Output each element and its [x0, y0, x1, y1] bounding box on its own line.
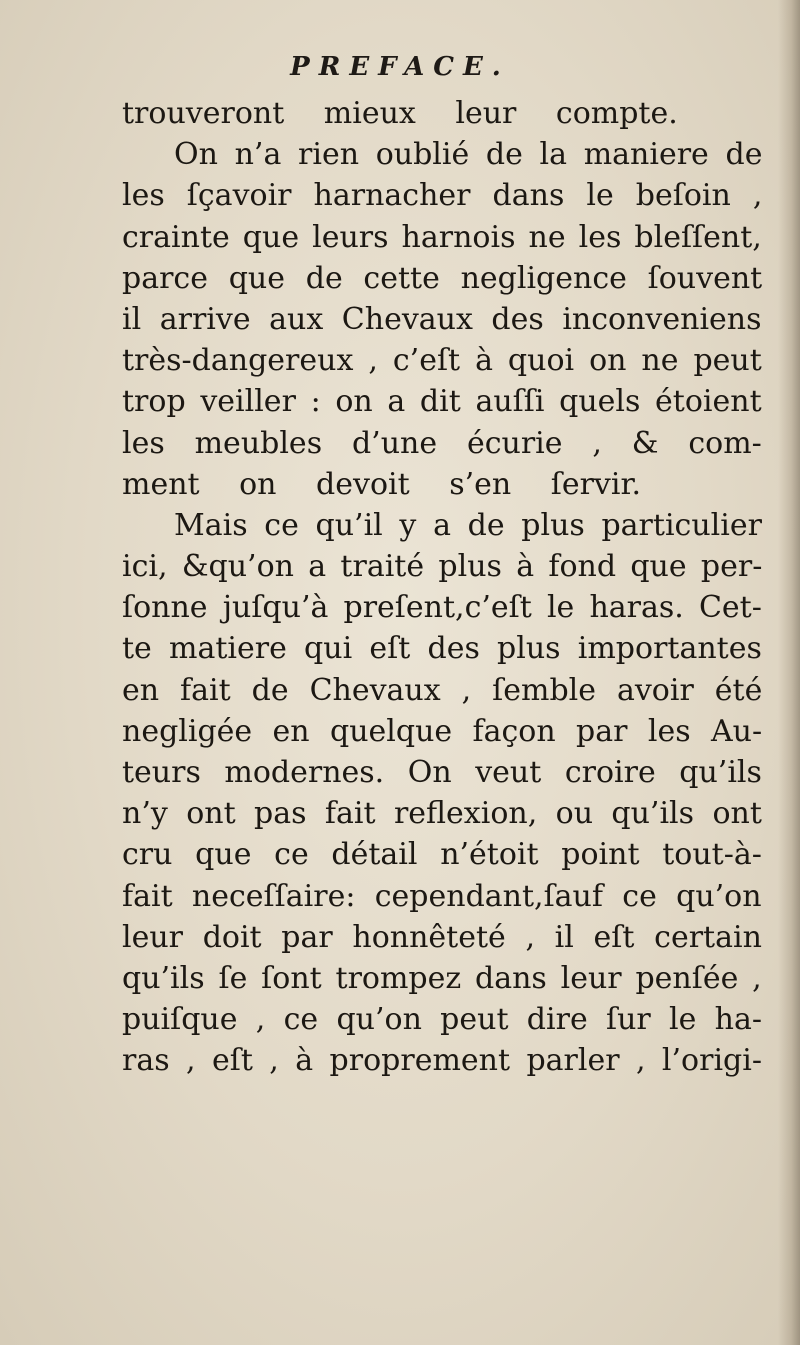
- text-line: crainte que leurs harnois ne les bleſſent,: [122, 219, 762, 255]
- text-line: cru que ce détail n’étoit point tout-à-: [122, 837, 762, 873]
- text-line: puiſque , ce qu’on peut dire ſur le ha-: [122, 1002, 763, 1038]
- text-line: en fait de Chevaux , ſemble avoir été: [122, 672, 763, 708]
- text-line: parce que de cette negligence ſouvent: [122, 260, 763, 296]
- text-line: très-dangereux , c’eſt à quoi on ne peut: [122, 343, 762, 379]
- text-line: trop veiller : on a dit auſſi quels étoient: [122, 384, 762, 420]
- text-line: On n’a rien oublié de la maniere de: [174, 137, 763, 173]
- body-text: [122, 93, 772, 1082]
- text-line: les meubles d’une écurie , & com-: [122, 425, 762, 461]
- text-line: teurs modernes. On veut croire qu’ils: [122, 755, 762, 790]
- text-line: ment on devoit s’en ſervir.: [122, 466, 642, 502]
- running-head: PREFACE.: [290, 52, 510, 82]
- text-line: ras , eſt , à proprement parler , l’origi-: [122, 1043, 762, 1079]
- text-line: les ſçavoir harnacher dans le beſoin ,: [122, 178, 763, 214]
- text-line: negligée en quelque façon par les Au-: [122, 713, 763, 749]
- text-line: n’y ont pas fait reflexion, ou qu’ils ont: [122, 796, 762, 832]
- text-line: leur doit par honnêteté , il eſt certain: [122, 919, 762, 955]
- text-line: il arrive aux Chevaux des inconveniens: [122, 301, 762, 337]
- text-line: te matiere qui eſt des plus importantes: [122, 631, 762, 667]
- text-line: Mais ce qu’il y a de plus particulier: [174, 507, 762, 543]
- text-line: qu’ils ſe ſont trompez dans leur penſée ,: [122, 960, 762, 996]
- text-line: fait neceſſaire: cependant,ſauf ce qu’on: [122, 878, 762, 914]
- text-line: ſonne juſqu’à preſent,c’eſt le haras. Cet-: [122, 590, 762, 626]
- text-line: ici, &qu’on a traité plus à fond que per-: [122, 549, 763, 585]
- page-edge-shadow: [778, 0, 800, 1345]
- text-line: trouveront mieux leur compte.: [122, 96, 678, 131]
